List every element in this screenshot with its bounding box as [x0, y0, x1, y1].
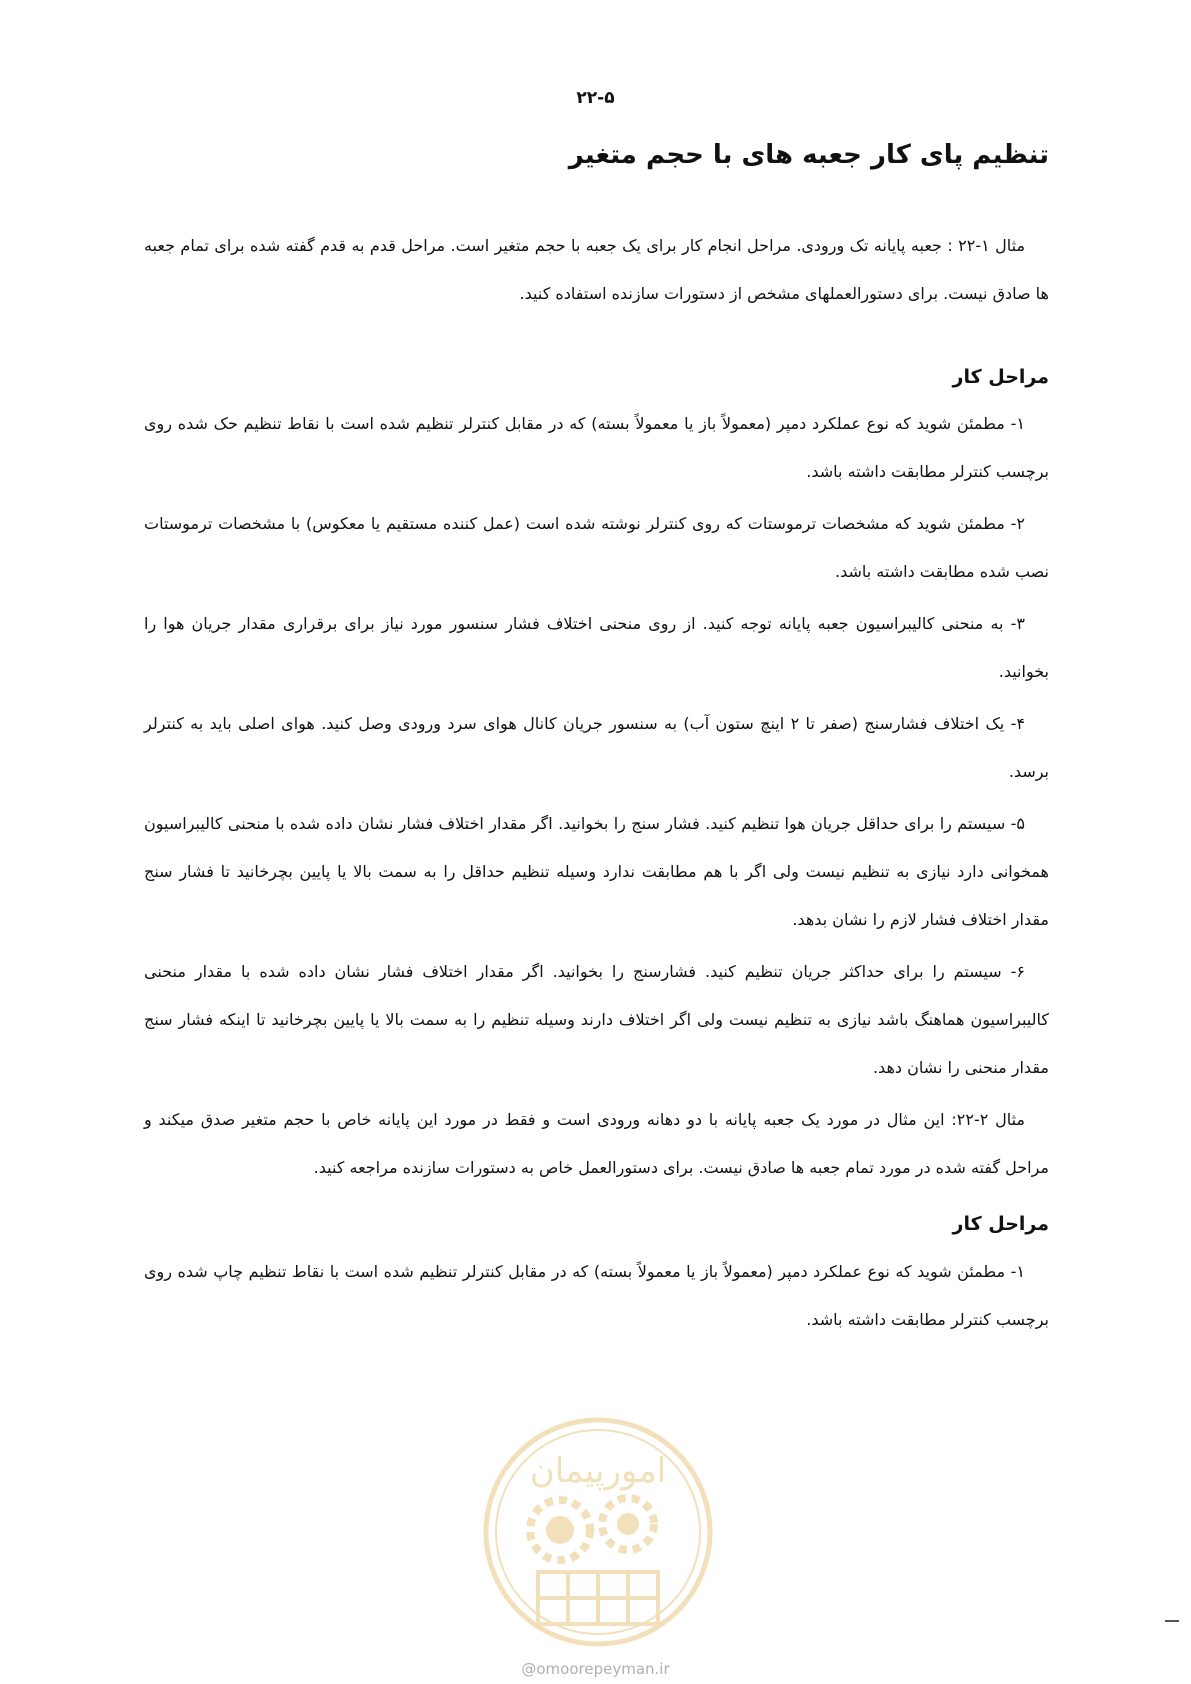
step-2: ۲- مطمئن شوید که مشخصات ترموستات که روی کنترلر نوشته شده است (عمل کننده مستقیم یا معکوس) با مشخصات ترموستات نصب شده مطابقت داشته باشد. — [144, 514, 1049, 581]
step-3: ۳- به منحنی کالیبراسیون جعبه پایانه توجه کنید. از روی منحنی اختلاف فشار سنسور مورد نیاز برای برقراری مقدار جریان هوا را بخوانید. — [144, 614, 1049, 681]
margin-mark — [1165, 1620, 1179, 1622]
section-heading-1: مراحل کار — [952, 366, 1049, 388]
intro-paragraph: مثال ۱-۲۲ : جعبه پایانه تک ورودی. مراحل انجام کار برای یک جعبه با حجم متغیر است. مراحل قدم به قدم گفته شده برای تمام جعبه ها صادق نیست. برای دستورالعملهای مشخص از دستورات سازنده استفاده کنید. — [144, 236, 1049, 303]
section-1-steps — [144, 400, 1049, 1196]
gear-icon — [602, 1498, 654, 1550]
intro-block — [144, 222, 1049, 322]
step-6: ۶- سیستم را برای حداکثر جریان تنظیم کنید. فشارسنج را بخوانید. اگر مقدار اختلاف فشار نشان داده شده با مقدار منحنی کالیبراسیون هماهنگ باشد نیازی به تنظیم نیست ولی اگر اختلاف دارند وسیله تنظیم را به سمت بالا یا پایین بچرخانید تا اینکه فشار سنج مقدار منحنی را نشان دهد. — [144, 962, 1049, 1077]
page-title: تنظیم پای کار جعبه های با حجم متغیر — [568, 140, 1049, 170]
omoorepeyman-logo-seal — [478, 1412, 718, 1652]
grid-icon — [538, 1572, 658, 1624]
page-number: ۲۲-۵ — [576, 88, 615, 108]
section-heading-2: مراحل کار — [952, 1213, 1049, 1235]
site-url: @omoorepeyman.ir — [521, 1660, 670, 1678]
step-5: ۵- سیستم را برای حداقل جریان هوا تنظیم کنید. فشار سنج را بخوانید. اگر مقدار اختلاف فشار نشان داده شده با منحنی کالیبراسیون همخوانی دارد نیازی به تنظیم نیست ولی اگر با هم مطابقت ندارد وسیله تنظیم حداقل را به سمت بالا یا پایین بچرخانید تا فشار سنج مقدار اختلاف فشار لازم را نشان بدهد. — [144, 814, 1049, 929]
watermark-text: امورپیمان — [529, 1451, 667, 1491]
step-1-second: ۱- مطمئن شوید که نوع عملکرد دمپر (معمولاً باز یا معمولاً بسته) که در مقابل کنترلر تنظیم شده است با نقاط تنظیم چاپ شده روی برچسب کنترلر مطابقت داشته باشد. — [144, 1262, 1049, 1329]
gear-icon — [530, 1500, 590, 1560]
step-4: ۴- یک اختلاف فشارسنج (صفر تا ۲ اینچ ستون آب) به سنسور جریان کانال هوای سرد ورودی وصل کنید. هوای اصلی باید به کنترلر برسد. — [144, 714, 1049, 781]
example-2: مثال ۲-۲۲: این مثال در مورد یک جعبه پایانه با دو دهانه ورودی است و فقط در مورد این پایانه خاص با حجم متغیر صدق میکند و مراحل گفته شده در مورد تمام جعبه ها صادق نیست. برای دستورالعمل خاص به دستورات سازنده مراجعه کنید. — [144, 1110, 1049, 1177]
step-1: ۱- مطمئن شوید که نوع عملکرد دمپر (معمولاً باز یا معمولاً بسته) که در مقابل کنترلر تنظیم شده است با نقاط تنظیم حک شده روی برچسب کنترلر مطابقت داشته باشد. — [144, 414, 1049, 481]
section-2-steps — [144, 1248, 1049, 1348]
